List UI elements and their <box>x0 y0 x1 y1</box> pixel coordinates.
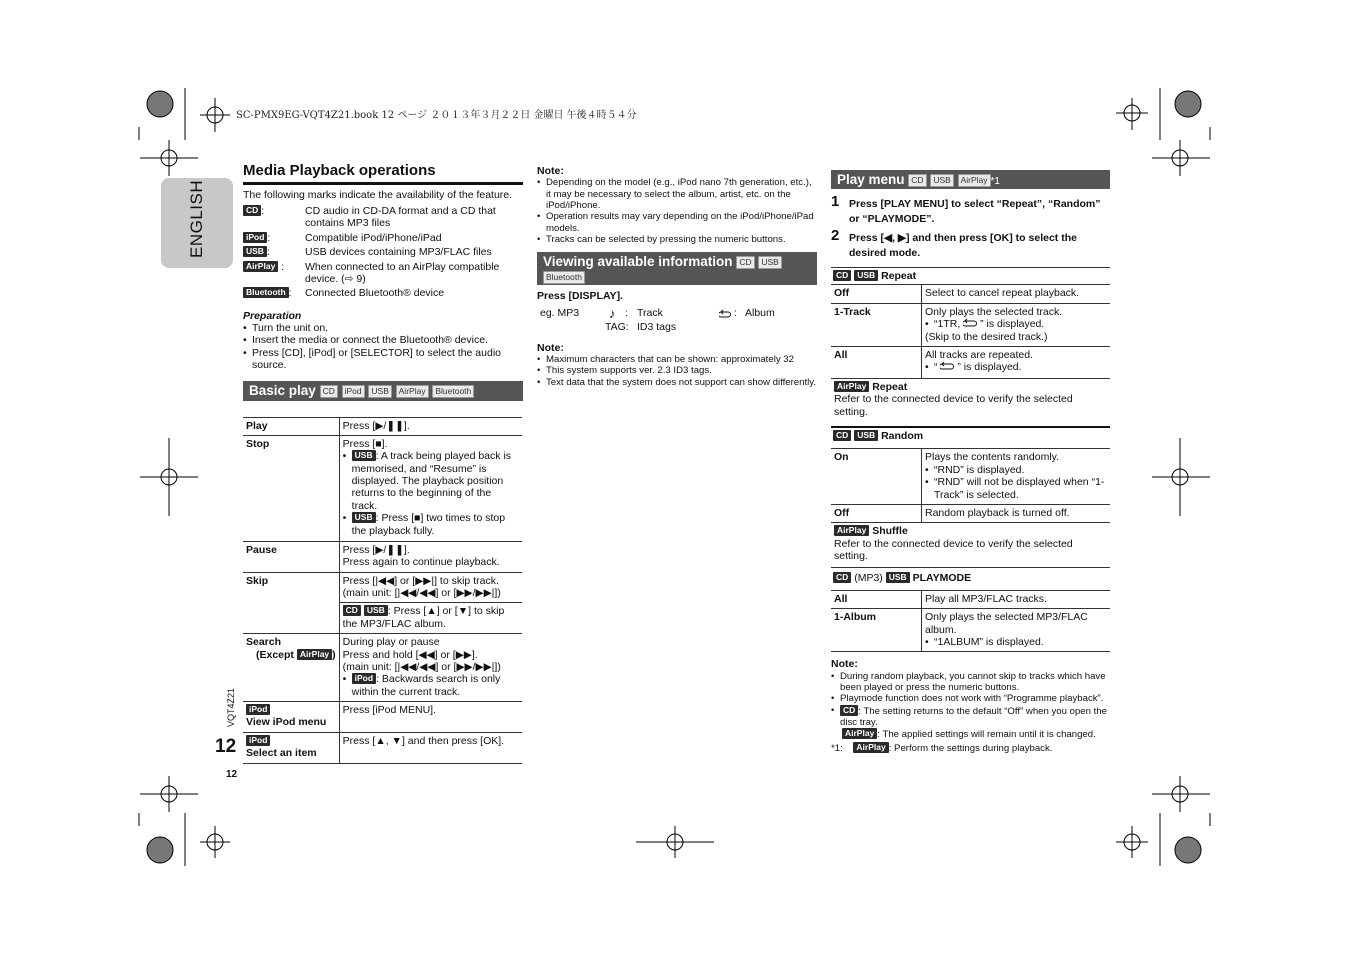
note-list <box>537 354 817 388</box>
music-note-icon: ♪ <box>609 305 616 321</box>
repeat-all-icon <box>940 361 954 370</box>
note-list <box>831 671 1110 741</box>
page-number: 12 <box>215 736 237 757</box>
table-row: Off Select to cancel repeat playback. <box>831 285 1110 303</box>
right-column <box>831 170 1110 754</box>
random-table <box>831 448 1110 523</box>
table-row: Search (Except AirPlay ) During play or pause Press and hold [◀◀] or [▶▶]. (main unit: [|◀◀/◀◀] or [▶▶/▶▶|]) • iPod : Backwards search is only within the current track. <box>243 634 522 702</box>
display-example: eg. MP3 ♪ : Track : Album TAG: ID3 tags <box>540 305 775 333</box>
list-item: • Playmode function does not work with “Programme playback”. <box>831 693 1110 704</box>
table-row: CD USB : Press [▲] or [▼] to skip the MP3/FLAC album. <box>243 603 522 634</box>
table-row: 1-Track Only plays the selected track. • “1TR, ” is displayed. (Skip to the desired track.) <box>831 303 1110 346</box>
doc-code: VQT4Z21 <box>226 687 236 727</box>
note-list <box>537 177 817 245</box>
step-2: 2 Press [◀, ▶] and then press [OK] to select the desired mode. <box>831 227 1077 259</box>
album-icon <box>719 308 731 319</box>
viewing-info-header: Viewing available information CD USB Bluetooth <box>537 252 817 285</box>
table-row: Off Random playback is turned off. <box>831 504 1110 522</box>
language-label: ENGLISH <box>187 179 206 258</box>
mark-text: When connected to an AirPlay compatible device. (⇨ 9) <box>305 260 500 285</box>
list-item: • Turn the unit on. <box>243 322 523 334</box>
note-title: Note: <box>537 341 564 354</box>
repeat-table <box>831 284 1110 379</box>
table-row: Stop Press [■]. • USB : A track being played back is memorised, and “Resume” is displayed. The playback position returns to the beginning of the track. • USB : Press [■] two times to stop the playback fully. <box>243 435 522 541</box>
table-row: 1-Album Only plays the selected MP3/FLAC album. • “1ALBUM” is displayed. <box>831 609 1110 652</box>
step-1: 1 Press [PLAY MENU] to select “Repeat”, “Random” or “PLAYMODE”. <box>831 193 1101 225</box>
table-row: Play Press [▶/❚❚]. <box>243 417 522 435</box>
table-row: All All tracks are repeated. • “ ” is displayed. <box>831 346 1110 378</box>
print-header: SC-PMX9EG-VQT4Z21.book 12 ページ ２０１３年３月２２日 金曜日 午後４時５４分 <box>236 110 637 121</box>
list-item: • Press [CD], [iPod] or [SELECTOR] to select the audio source. <box>243 347 523 372</box>
preparation-title: Preparation <box>243 309 302 322</box>
list-item: • Maximum characters that can be shown: approximately 32 <box>537 354 817 365</box>
table-row: Pause Press [▶/❚❚]. Press again to continue playback. <box>243 541 522 572</box>
list-item: • Depending on the model (e.g., iPod nano 7th generation, etc.), it may be necessary to select the album, artist, etc. on the iPod/iPhone. <box>537 177 817 211</box>
table-row: All Play all MP3/FLAC tracks. <box>831 590 1110 608</box>
middle-column <box>537 165 817 388</box>
bluetooth-badge: Bluetooth <box>243 287 289 298</box>
list-item: • Operation results may vary depending on the iPod/iPhone/iPad models. <box>537 211 817 234</box>
language-tab <box>161 178 233 268</box>
playmode-subheader: CD (MP3) USB PLAYMODE <box>831 567 1110 586</box>
section-title: Media Playback operations <box>243 162 523 185</box>
list-item: • During random playback, you cannot skip to tracks which have been played or press the numeric buttons. <box>831 671 1110 694</box>
left-column <box>243 162 523 764</box>
table-row: Skip Press [|◀◀] or [▶▶|] to skip track. (main unit: [|◀◀/◀◀] or [▶▶/▶▶|]) <box>243 572 522 603</box>
table-row: iPod Select an item Press [▲, ▼] and then press [OK]. <box>243 732 522 763</box>
table-row: iPod View iPod menu Press [iPod MENU]. <box>243 702 522 733</box>
repeat-one-icon <box>963 318 977 327</box>
basic-play-header: Basic play CD iPod USB AirPlay Bluetooth <box>243 381 523 401</box>
list-item: • This system supports ver. 2.3 ID3 tags. <box>537 365 817 376</box>
intro-text: The following marks indicate the availability of the feature. <box>243 188 513 201</box>
table-row: On Plays the contents randomly. • “RND” is displayed. • “RND” will not be displayed when “1-Track” is selected. <box>831 449 1110 505</box>
play-menu-header: Play menu CD USB AirPlay *1 <box>831 170 1110 189</box>
airplay-shuffle: AirPlay Shuffle Refer to the connected device to verify the selected setting. <box>834 525 1073 562</box>
mark-text: USB devices containing MP3/FLAC files <box>305 246 492 259</box>
footnote: *1: AirPlay : Perform the settings during playback. <box>831 741 1053 754</box>
list-item: • CD : The setting returns to the default “Off” when you open the disc tray. AirPlay : The applied settings will remain until it is changed. <box>831 705 1110 741</box>
list-item: • Insert the media or connect the Bluetooth® device. <box>243 334 523 346</box>
note-title: Note: <box>831 658 858 671</box>
mark-text: Connected Bluetooth® device <box>305 287 445 300</box>
cd-badge: CD <box>243 205 261 216</box>
random-subheader: CD USB Random <box>831 426 1110 444</box>
preparation-list <box>243 322 523 372</box>
mark-text: Compatible iPod/iPhone/iPad <box>305 231 442 244</box>
basic-play-table <box>243 417 522 764</box>
page-number-small: 12 <box>226 769 238 780</box>
ipod-badge: iPod <box>243 232 267 243</box>
list-item: • Tracks can be selected by pressing the numeric buttons. <box>537 234 817 245</box>
repeat-subheader: CD USB Repeat <box>831 267 1110 284</box>
airplay-repeat: AirPlay Repeat Refer to the connected device to verify the selected setting. <box>834 380 1073 418</box>
playmode-table <box>831 590 1110 653</box>
press-display: Press [DISPLAY]. <box>537 290 623 303</box>
usb-badge: USB <box>243 246 267 257</box>
marks-table: CD : CD audio in CD-DA format and a CD that contains MP3 files iPod : Compatible iPod/iPhone/iPad USB : USB devices containing MP3/FLAC files AirPlay : When connected to an AirPlay compatible device. (⇨ 9) Bluetooth : Connected Bluetooth® device <box>243 204 523 301</box>
list-item: • Text data that the system does not support can show differently. <box>537 377 817 388</box>
airplay-badge: AirPlay <box>243 261 278 272</box>
mark-text: CD audio in CD-DA format and a CD that contains MP3 files <box>305 205 496 230</box>
note-title: Note: <box>537 165 564 177</box>
